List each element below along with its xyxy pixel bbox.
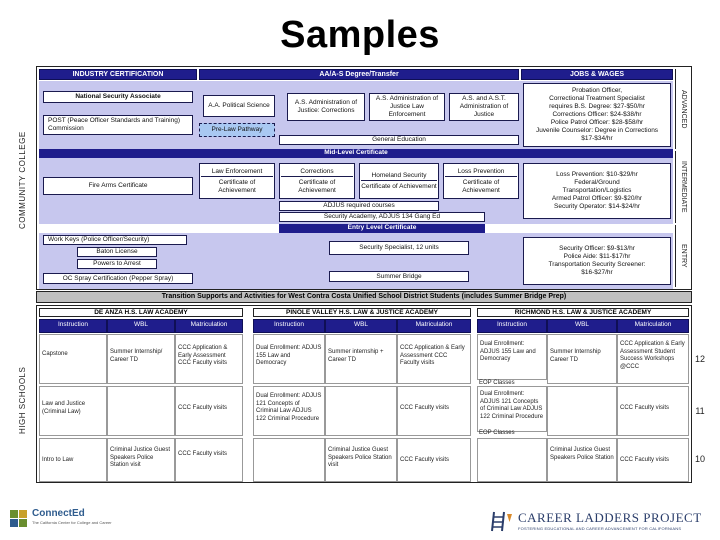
post-cert: POST (Peace Officer Standards and Training) Commission (43, 115, 193, 135)
table-cell: CCC Application & Early Assessment CCC Faculty visits (175, 334, 243, 384)
table-cell (253, 438, 325, 482)
baton-license: Baton License (77, 247, 157, 257)
table-cell: Capstone (39, 334, 107, 384)
mid-level-strip: Mid-Level Certificate (39, 149, 673, 158)
table-cell: Criminal Justice Guest Speakers Police Station visit (107, 438, 175, 482)
grade-label: 10 (694, 454, 705, 464)
as-ast: A.S. and A.S.T. Administration of Justice (449, 93, 519, 121)
entry-level-strip: Entry Level Certificate (279, 224, 485, 233)
as-corrections: A.S. Administration of Justice: Corrections (287, 93, 365, 121)
career-ladders-logo (490, 510, 715, 536)
nsa-cert: National Security Associate (43, 91, 193, 103)
col-wbl-2: WBL (325, 319, 397, 333)
loss-prevention-cert: Loss Prevention Certificate of Achievement (443, 163, 519, 199)
homeland-cert: Homeland Security Certificate of Achievement (359, 163, 439, 199)
work-keys: Work Keys (Police Officer/Security) (43, 235, 187, 245)
table-cell: CCC Faculty visits (175, 386, 243, 436)
fire-arms-cert: Fire Arms Certificate (43, 177, 193, 195)
table-cell: Dual Enrollment: ADJUS 121 Concepts of Criminal Law ADJUS 122 Criminal Procedure (477, 386, 547, 432)
eop-classes: EOP Classes (479, 430, 515, 436)
connected-logo-icon (10, 510, 28, 528)
academy-pinole: PINOLE VALLEY H.S. LAW & JUSTICE ACADEMY (253, 308, 471, 317)
table-cell (325, 386, 397, 436)
table-cell (477, 438, 547, 482)
col-wbl-3: WBL (547, 319, 617, 333)
col-matric-3: Matriculation (617, 319, 689, 333)
table-cell: Dual Enrollment: ADJUS 155 Law and Democracy (477, 334, 547, 380)
col-instruction-2: Instruction (253, 319, 325, 333)
industry-cert-header: INDUSTRY CERTIFICATION (39, 69, 197, 80)
table-cell: CCC Faculty visits (397, 386, 471, 436)
prelaw-pathway: Pre-Law Pathway (199, 123, 275, 137)
high-schools-label: HIGH SCHOOLS (18, 366, 27, 434)
law-enf-cert: Law Enforcement Certificate of Achievement (199, 163, 275, 199)
as-law-enforcement: A.S. Administration of Justice Law Enforcement (369, 93, 445, 121)
table-cell: Dual Enrollment: ADJUS 155 Law and Democracy (253, 334, 325, 384)
col-instruction-1: Instruction (39, 319, 107, 333)
jobs-header: JOBS & WAGES (521, 69, 673, 80)
grade-label: 12 (694, 354, 705, 364)
adjus-courses: ADJUS required courses (279, 201, 439, 211)
career-ladders-sub: FOSTERING EDUCATIONAL AND CAREER ADVANCEMENT FOR CALIFORNIANS (518, 526, 682, 531)
col-wbl-1: WBL (107, 319, 175, 333)
security-specialist: Security Specialist, 12 units (329, 241, 469, 255)
table-cell (547, 386, 617, 436)
table-cell: Summer Internship/ Career TD (107, 334, 175, 384)
table-cell: Intro to Law (39, 438, 107, 482)
career-ladders-text: CAREER LADDERS PROJECT (518, 510, 702, 525)
table-cell: Dual Enrollment: ADJUS 121 Concepts of Criminal Law ADJUS 122 Criminal Procedure (253, 386, 325, 436)
table-cell: CCC Faculty visits (617, 386, 689, 436)
connected-logo-sub: The California Center for College and Career (32, 520, 112, 525)
academy-richmond: RICHMOND H.S. LAW & JUSTICE ACADEMY (477, 308, 689, 317)
table-cell: Criminal Justice Guest Speakers Police Station (547, 438, 617, 482)
aa-polisci: A.A. Political Science (203, 95, 275, 117)
transition-bar: Transition Supports and Activities for West Contra Costa Unified School District Students (includes Summer Bridge Prep) (36, 291, 692, 303)
advanced-label: ADVANCED (675, 69, 691, 149)
summer-bridge: Summer Bridge (329, 271, 469, 282)
academy-deanza: DE ANZA H.S. LAW ACADEMY (39, 308, 243, 317)
table-cell: Summer internship + Career TD (325, 334, 397, 384)
grade-label: 11 (695, 406, 705, 416)
connected-logo-text: ConnectEd (32, 508, 85, 519)
col-matric-1: Matriculation (175, 319, 243, 333)
powers-to-arrest: Powers to Arrest (77, 259, 157, 269)
table-cell: CCC Application & Early Assessment CCC Faculty visits (397, 334, 471, 384)
intermediate-label: INTERMEDIATE (675, 151, 691, 223)
eop-classes: EOP Classes (479, 380, 515, 386)
col-matric-2: Matriculation (397, 319, 471, 333)
page-title: Samples (280, 14, 440, 56)
table-cell: CCC Faculty visits (397, 438, 471, 482)
table-cell: Summer Internship Career TD (547, 334, 617, 384)
table-cell: CCC Faculty visits (617, 438, 689, 482)
oc-spray: OC Spray Certification (Pepper Spray) (43, 273, 193, 284)
table-cell: Criminal Justice Guest Speakers Police Station visit (325, 438, 397, 482)
col-instruction-3: Instruction (477, 319, 547, 333)
high-school-table (36, 305, 705, 483)
entry-jobs: Security Officer: $9-$13/hr Police Aide: $11-$17/hr Transportation Security Screener: $16-$27/hr (523, 237, 671, 285)
corrections-cert: Corrections Certificate of Achievement (279, 163, 355, 199)
table-cell: CCC Faculty visits (175, 438, 243, 482)
ladder-icon (490, 510, 514, 532)
advanced-jobs: Probation Officer, Correctional Treatment Specialist requires B.S. Degree: $27-$50/hr Corrections Officer: $24-$38/hr Police Patrol Officer: $28-$58/hr Juvenile Counselor: Degree in Corrections $17-$34/hr (523, 83, 671, 147)
general-education: General Education (279, 135, 519, 145)
entry-label: ENTRY (675, 225, 691, 287)
security-academy: Security Academy, ADJUS 134 Gang Ed (279, 212, 485, 222)
table-cell: Law and Justice (Criminal Law) (39, 386, 107, 436)
degree-header: AA/A-S Degree/Transfer (199, 69, 519, 80)
community-college-label: COMMUNITY COLLEGE (18, 131, 27, 229)
table-cell (107, 386, 175, 436)
connected-logo (10, 508, 130, 532)
community-college-pathway (36, 66, 692, 290)
table-cell: CCC Application & Early Assessment Student Success Workshops @CCC (617, 334, 689, 384)
intermediate-jobs: Loss Prevention: $10-$29/hr Federal/Ground Transportation/Logistics Armed Patrol Officer: $9-$20/hr Security Operator: $14-$24/hr (523, 163, 671, 219)
